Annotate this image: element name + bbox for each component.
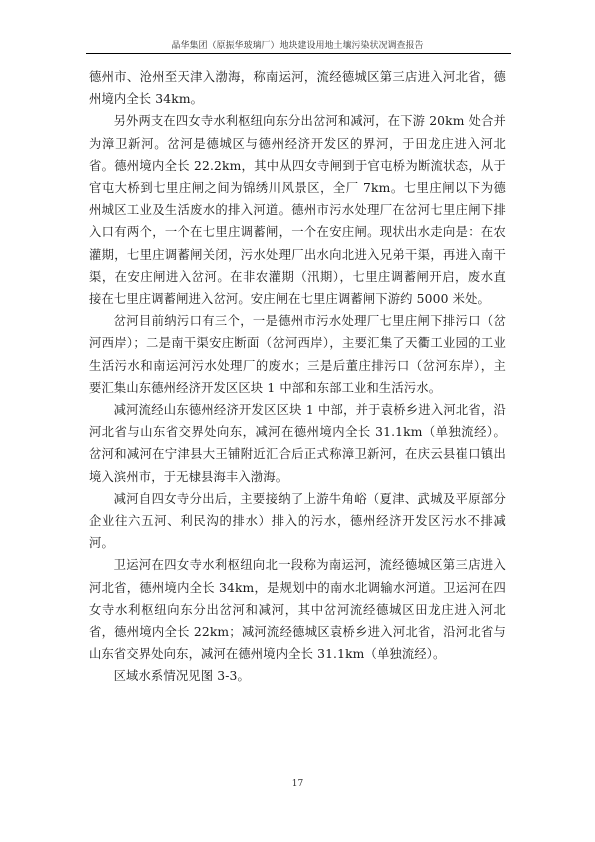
paragraph-5: 减河自四女寺分出后，主要接纳了上游牛角峪（夏津、武城及平原部分企业往六五河、利民沟的排水）排入的污水，德州经济开发区污水不排减河。: [89, 491, 506, 551]
page-number: 17: [291, 779, 304, 789]
body-text: [89, 66, 506, 688]
paragraph-2: 另外两支在四女寺水利枢纽向东分出岔河和减河，在下游 20km 处合并为漳卫新河。岔河是德城区与德州经济开发区的界河，于田龙庄进入河北省。德州境内全长 22.2km，其中从四女寺闸到于官屯桥为断流状态，从于官屯大桥到七里庄闸之间为锦绣川风景区，全厂 7km。七里庄闸以下为德州城区工业及生活废水的排入河道。德州市污水处理厂在岔河七里庄闸下排入口有两个，一个在七里庄调蓄闸，一个在安庄闸。现状出水走向是：在农灌期，七里庄调蓄闸关闭，污水处理厂出水向北进入兄弟干渠，再进入南干渠，在安庄闸进入岔河。在非农灌期（汛期），七里庄调蓄闸开启，废水直接在七里庄调蓄闸进入岔河。安庄闸在七里庄调蓄闸下游约 5000 米处。: [89, 114, 506, 307]
paragraph-3: 岔河目前纳污口有三个，一是德州市污水处理厂七里庄闸下排污口（岔河西岸）；二是南干渠安庄断面（岔河西岸），主要汇集了天衢工业园的工业生活污水和南运河污水处理厂的废水；三是后董庄排污口（岔河东岸），主要汇集山东德州经济开发区区块 1 中部和东部工业和生活污水。: [89, 314, 506, 395]
paragraph-7: 区域水系情况见图 3-3。: [113, 669, 250, 684]
page-header: 晶华集团（原振华玻璃厂）地块建设用地土壤污染状况调查报告: [171, 41, 424, 51]
paragraph-6: 卫运河在四女寺水利枢纽向北一段称为南运河，流经德城区第三店进入河北省，德州境内全长 34km，是规划中的南水北调输水河道。卫运河在四女寺水利枢纽向东分出岔河和减河，其中岔河流经德城区田龙庄进入河北省，德州境内全长 22km；减河流经德城区袁桥乡进入河北省，沿河北省与山东省交界处向东，减河在德州境内全长 31.1km（单独流经）。: [89, 558, 506, 662]
paragraph-1: 德州市、沧州至天津入渤海，称南运河，流经德城区第三店进入河北省，德州境内全长 34km。: [89, 70, 506, 107]
paragraph-4: 减河流经山东德州经济开发区区块 1 中部，并于袁桥乡进入河北省，沿河北省与山东省交界处向东，减河在德州境内全长 31.1km（单独流经）。岔河和减河在宁津县大王铺附近汇合后正式称漳卫新河，在庆云县崔口镇出境入滨州市，于无棣县海丰入渤海。: [89, 403, 506, 484]
header-rule: [86, 53, 511, 54]
